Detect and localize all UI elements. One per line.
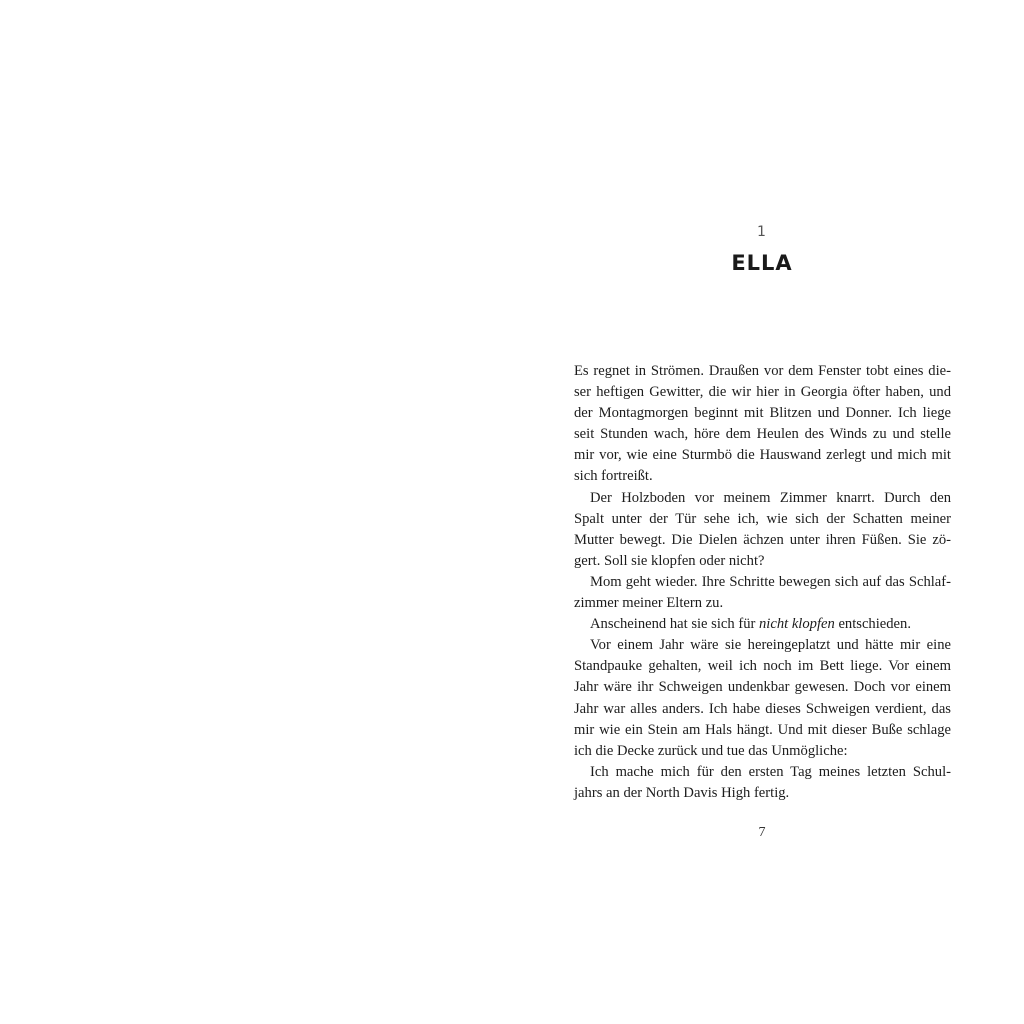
- text-line: gert. Soll sie klopfen oder nicht?: [574, 552, 765, 569]
- text-line: Mom geht wieder. Ihre Schritte bewegen sich auf das Schlaf-: [590, 573, 951, 590]
- text-line: jahrs an der North Davis High fertig.: [574, 784, 790, 801]
- text-line-with-emphasis: [574, 614, 951, 635]
- text-line: Der Holzboden vor meinem Zimmer knarrt. Durch den: [590, 489, 951, 506]
- text-line: ich die Decke zurück und tue das Unmögliche:: [574, 742, 848, 759]
- text-line: Spalt unter der Tür sehe ich, wie sich der Schatten meiner: [574, 510, 951, 527]
- text-line: mir wie ein Stein am Hals hängt. Und mit dieser Buße schlage: [574, 721, 951, 738]
- text-line: Jahr wäre ihr Schweigen undenkbar gewesen. Doch vor einem: [574, 679, 951, 696]
- text-line: seit Stunden wach, höre dem Heulen des Winds zu und stelle: [574, 426, 951, 443]
- chapter-title: ELLA: [731, 251, 793, 275]
- text-line: zimmer meiner Eltern zu.: [574, 595, 724, 612]
- text-line: mir vor, wie eine Sturmbö die Hauswand zerlegt und mich mit: [574, 447, 951, 464]
- text-line: Es regnet in Strömen. Draußen vor dem Fenster tobt eines die-: [574, 363, 951, 379]
- chapter-body-text: [574, 361, 951, 804]
- text-line: Standpauke gehalten, weil ich noch im Bett liege. Vor einem: [574, 658, 951, 675]
- chapter-number: 1: [757, 224, 767, 240]
- text-segment: Anscheinend hat sie sich für: [590, 616, 759, 633]
- text-segment: entschieden.: [834, 616, 911, 633]
- page-number: 7: [758, 825, 766, 840]
- emphasis-text: nicht klopfen: [759, 616, 835, 633]
- text-line: ser heftigen Gewitter, die wir hier in Georgia öfter haben, und: [574, 384, 951, 401]
- text-line: Vor einem Jahr wäre sie hereingeplatzt und hätte mir eine: [590, 637, 951, 654]
- text-line: Jahr war alles anders. Ich habe dieses Schweigen verdient, das: [574, 700, 951, 717]
- text-line: der Montagmorgen beginnt mit Blitzen und Donner. Ich liege: [574, 405, 951, 422]
- text-line: sich fortreißt.: [574, 468, 653, 485]
- text-line: Mutter bewegt. Die Dielen ächzen unter ihren Füßen. Sie zö-: [574, 531, 951, 548]
- text-line: Ich mache mich für den ersten Tag meines letzten Schul-: [590, 763, 951, 780]
